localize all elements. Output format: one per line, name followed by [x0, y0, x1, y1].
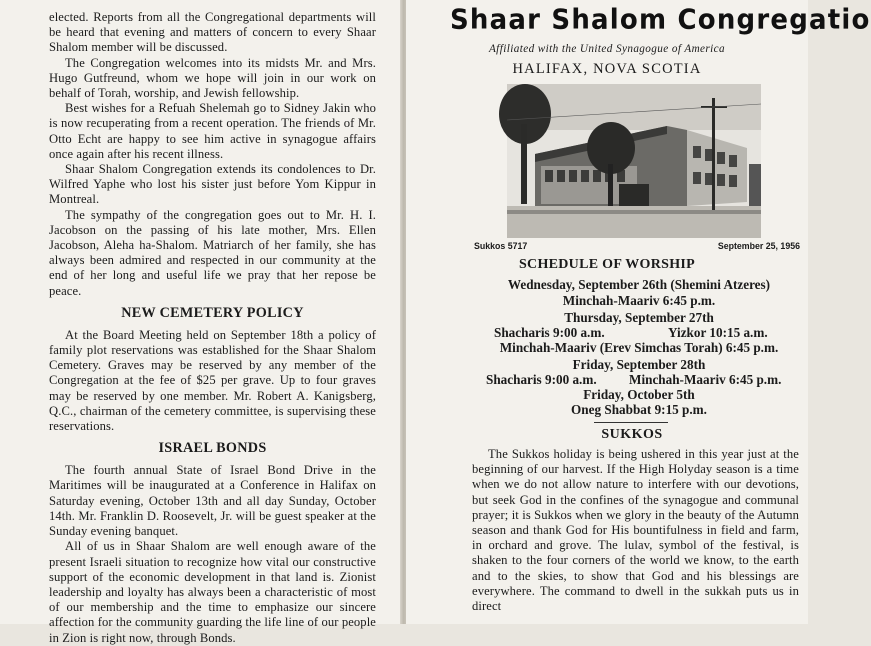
left-column: [49, 10, 376, 646]
paragraph: The fourth annual State of Israel Bond Drive in the Maritimes will be inaugurated at a Conference in Halifax on Saturday evening, October 13th and all day Sunday, October 14th. Mr. Franklin D. Roosevelt, Jr. will be guest speaker at the Sunday evening banquet.: [49, 463, 376, 539]
schedule-line: Minchah-Maariv 6:45 p.m.: [629, 372, 782, 387]
paragraph: At the Board Meeting held on September 18th a policy of family plot reservations was established for the Shaar Shalom Cemetery. Graves may be reserved by any member of the Congregation at the fee of $25 per grave. Up to four graves may be reserved by one member. Mr. Robert A. Kanigsberg, Q.C., chairman of the cemetery committee, is supervising these reservations.: [49, 327, 376, 434]
paragraph: Best wishes for a Refuah Shelemah go to Sidney Jakin who is now recuperating from a recent operation. The friends of Mr. Otto Echt are happy to see him active in synagogue affairs once again after his recent illness.: [49, 101, 376, 161]
issue-name: Sukkos 5717: [474, 241, 528, 251]
bonds-heading: ISRAEL BONDS: [158, 440, 267, 457]
sukkos-heading: SUKKOS: [601, 427, 663, 442]
schedule-line: Minchah-Maariv 6:45 p.m.: [562, 293, 716, 308]
schedule-line: Shacharis 9:00 a.m.: [494, 325, 605, 340]
schedule-line: Friday, September 28th: [572, 357, 706, 372]
schedule-line: Friday, October 5th: [583, 387, 695, 402]
schedule-line: Shacharis 9:00 a.m.: [486, 372, 597, 387]
sukkos-body: [472, 447, 799, 614]
cemetery-heading: NEW CEMETERY POLICY: [121, 304, 304, 321]
schedule-line: Yizkor 10:15 a.m.: [668, 325, 768, 340]
masthead: Shaar Shalom Congregatio: [450, 4, 871, 36]
schedule-title: SCHEDULE OF WORSHIP: [518, 257, 696, 272]
schedule-line: Thursday, September 27th: [564, 310, 714, 325]
paragraph: elected. Reports from all the Congregational departments will be heard that evening and matters of concern to every Shaar Shalom member will be discussed.: [49, 10, 376, 55]
paragraph: The Congregation welcomes into its midsts Mr. and Mrs. Hugo Gutfreund, whom we hope will join in our work on behalf of Torah, worship, and Jewish fellowship.: [49, 55, 376, 101]
section-divider: [594, 422, 668, 423]
issue-date: September 25, 1956: [717, 241, 800, 251]
schedule-line: Minchah-Maariv (Erev Simchas Torah) 6:45 p.m.: [499, 340, 779, 355]
affiliation-line: Affiliated with the United Synagogue of America: [488, 43, 726, 55]
schedule-line: Wednesday, September 26th (Shemini Atzeres): [507, 277, 771, 292]
right-page: [406, 0, 871, 624]
left-page: [0, 0, 402, 645]
paragraph: The sympathy of the congregation goes out to Mr. H. I. Jacobson on the passing of his late mother, Mrs. Ellen Jacobson, Aleha ha-Shalom. Matriarch of her family, she has always been admired and respected in our community at the end of her long and useful life we pray that her repose be peace.: [49, 207, 376, 298]
schedule-line: Oneg Shabbat 9:15 p.m.: [571, 402, 707, 417]
paragraph: Shaar Shalom Congregation extends its condolences to Dr. Wilfred Yaphe who lost his sister just before Yom Kippur in Montreal.: [49, 162, 376, 207]
paragraph: The Sukkos holiday is being ushered in this year just at the beginning of our harvest. If the High Holyday season is a time when we do not allow nature to interfere with our devotions, but seek God in the confines of the synagogue and communal prayer; it is Sukkos when we glory in the beauty of the Autumn season and thank God for His bountifulness in field and farm, in orchard and grove. The lulav, symbol of the festival, is shaken to the four corners of the world we know, to the earth and to the skies, to show that God and his blessings are everywhere. The command to dwell in the sukkah puts us in direct: [472, 447, 799, 614]
city-line: HALIFAX, NOVA SCOTIA: [512, 61, 702, 77]
synagogue-photo: [507, 84, 761, 238]
paragraph: All of us in Shaar Shalom are well enough aware of the present Israeli situation to recognize how vital our constructive support of the economic development in that land is. Zionist leadership and loyalty has always been a characteristic of most of our membership and the time to emphasize our sincere affection for the community guarding the life line of our people in Zion is right now, through Bonds.: [49, 539, 376, 645]
